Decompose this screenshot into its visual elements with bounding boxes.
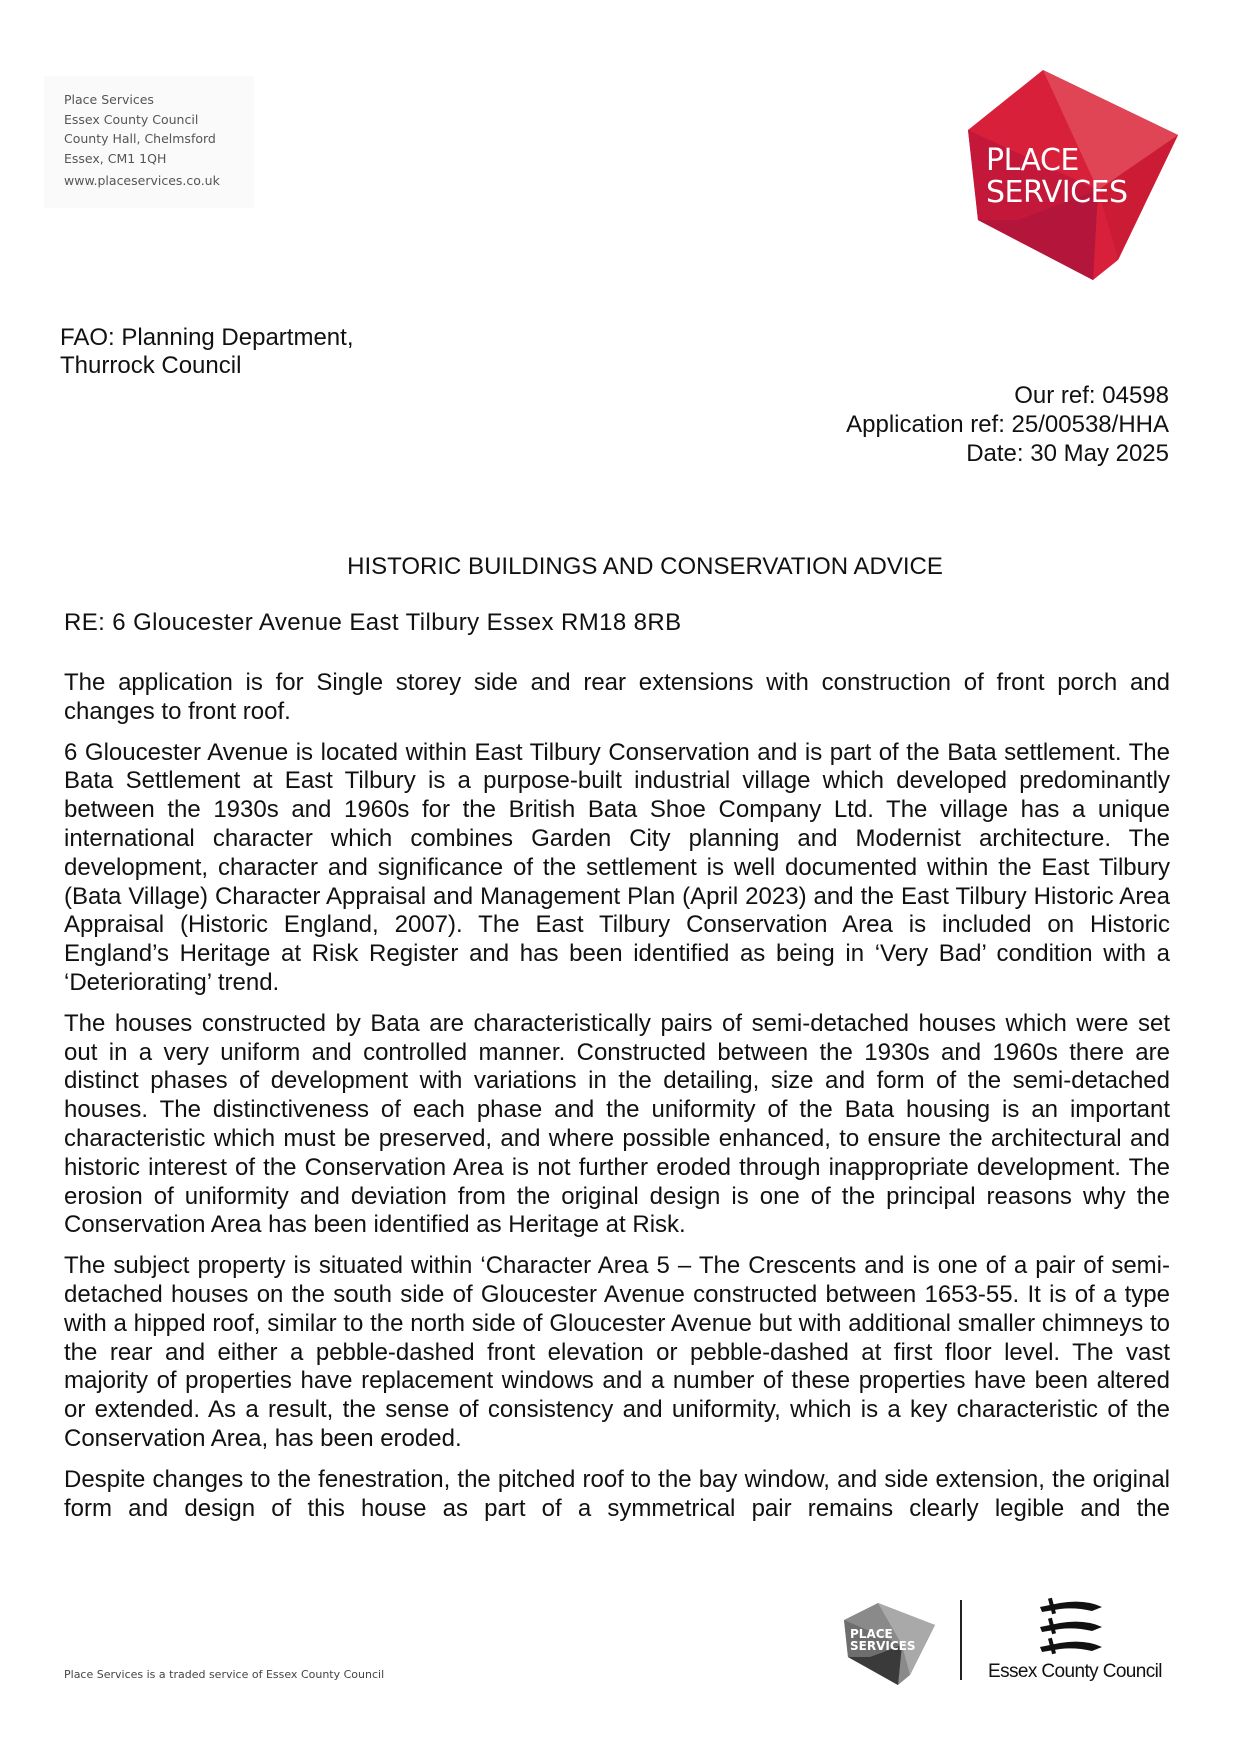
logo-text-place: PLACE [986, 143, 1079, 178]
council-name: Essex County Council [988, 1661, 1162, 1682]
recipient-block [60, 324, 353, 380]
footer-logo-text-place: PLACE [850, 1627, 893, 1641]
recipient-line: Thurrock Council [60, 352, 242, 379]
footer-logo-text-services: SERVICES [850, 1639, 916, 1653]
three-seaxes-icon [1030, 1595, 1110, 1657]
sender-website: www.placeservices.co.uk [64, 173, 220, 188]
sender-address-line: Essex, CM1 1QH [64, 150, 167, 166]
body-paragraph: The application is for Single storey side and rear extensions with construction of front porch and changes to front roof. [64, 669, 1170, 725]
our-ref: Our ref: 04598 [1014, 382, 1169, 409]
logo-text-services: SERVICES [986, 175, 1128, 210]
document-title: HISTORIC BUILDINGS AND CONSERVATION ADVICE [347, 553, 943, 580]
sender-address-line: Essex County Council [64, 111, 199, 127]
sender-address-line: County Hall, Chelmsford [64, 131, 216, 146]
footer-note: Place Services is a traded service of Essex County Council [64, 1668, 385, 1681]
body-paragraph: The houses constructed by Bata are characteristically pairs of semi-detached houses which were set out in a very uniform and controlled manner. Constructed between the 1930s and 1960s there are distinct phases of development with variations in the detailing, size and form of the semi-detached houses. The distinctiveness of each phase and the uniformity of the Bata housing is an important characteristic which must be preserved, and where possible enhanced, to ensure the architectural and historic interest of the Conservation Area is not further eroded through inappropriate development. The erosion of uniformity and deviation from the original design is one of the principal reasons why the Conservation Area has been identified as Heritage at Risk. [64, 1009, 1170, 1239]
body-paragraph: The subject property is situated within ‘Character Area 5 – The Crescents and is one of a pair of semi-detached houses on the south side of Gloucester Avenue constructed between 1653-55. It is of a type with a hipped roof, similar to the north side of Gloucester Avenue but with additional smaller chimneys to the rear and either a pebble-dashed front elevation or pebble-dashed at first floor level. The vast majority of properties have replacement windows and a number of these properties have been altered or extended. As a result, the sense of consistency and uniformity, which is a key characteristic of the Conservation Area, has been eroded. [64, 1252, 1170, 1452]
subject-line: RE: 6 Gloucester Avenue East Tilbury Essex RM18 8RB [64, 609, 682, 636]
body-paragraph: Despite changes to the fenestration, the pitched roof to the bay window, and side extension, the original form and design of this house as part of a symmetrical pair remains clearly legible and the [64, 1465, 1170, 1522]
letter-date: Date: 30 May 2025 [966, 440, 1169, 467]
footer-logos [840, 1595, 1180, 1695]
sender-address-block [44, 76, 254, 208]
recipient-line: FAO: Planning Department, [60, 324, 354, 351]
letter-body [64, 669, 1170, 1535]
sender-address-line: Place Services [64, 92, 154, 107]
body-paragraph: 6 Gloucester Avenue is located within East Tilbury Conservation and is part of the Bata settlement. The Bata Settlement at East Tilbury is a purpose-built industrial village which developed predominantly between the 1930s and 1960s for the British Bata Shoe Company Ltd. The village has a unique international character which combines Garden City planning and Modernist architecture. The development, character and significance of the settlement is well documented within the East Tilbury (Bata Village) Character Appraisal and Management Plan (April 2023) and the East Tilbury Historic Area Appraisal (Historic England, 2007). The East Tilbury Conservation Area is included on Historic England’s Heritage at Risk Register and has been identified as being in ‘Very Bad’ condition with a ‘Deteriorating’ trend. [64, 738, 1170, 996]
reference-block [846, 381, 1169, 468]
logo-divider [960, 1600, 962, 1680]
application-ref: Application ref: 25/00538/HHA [846, 411, 1169, 438]
place-services-logo [958, 70, 1188, 280]
